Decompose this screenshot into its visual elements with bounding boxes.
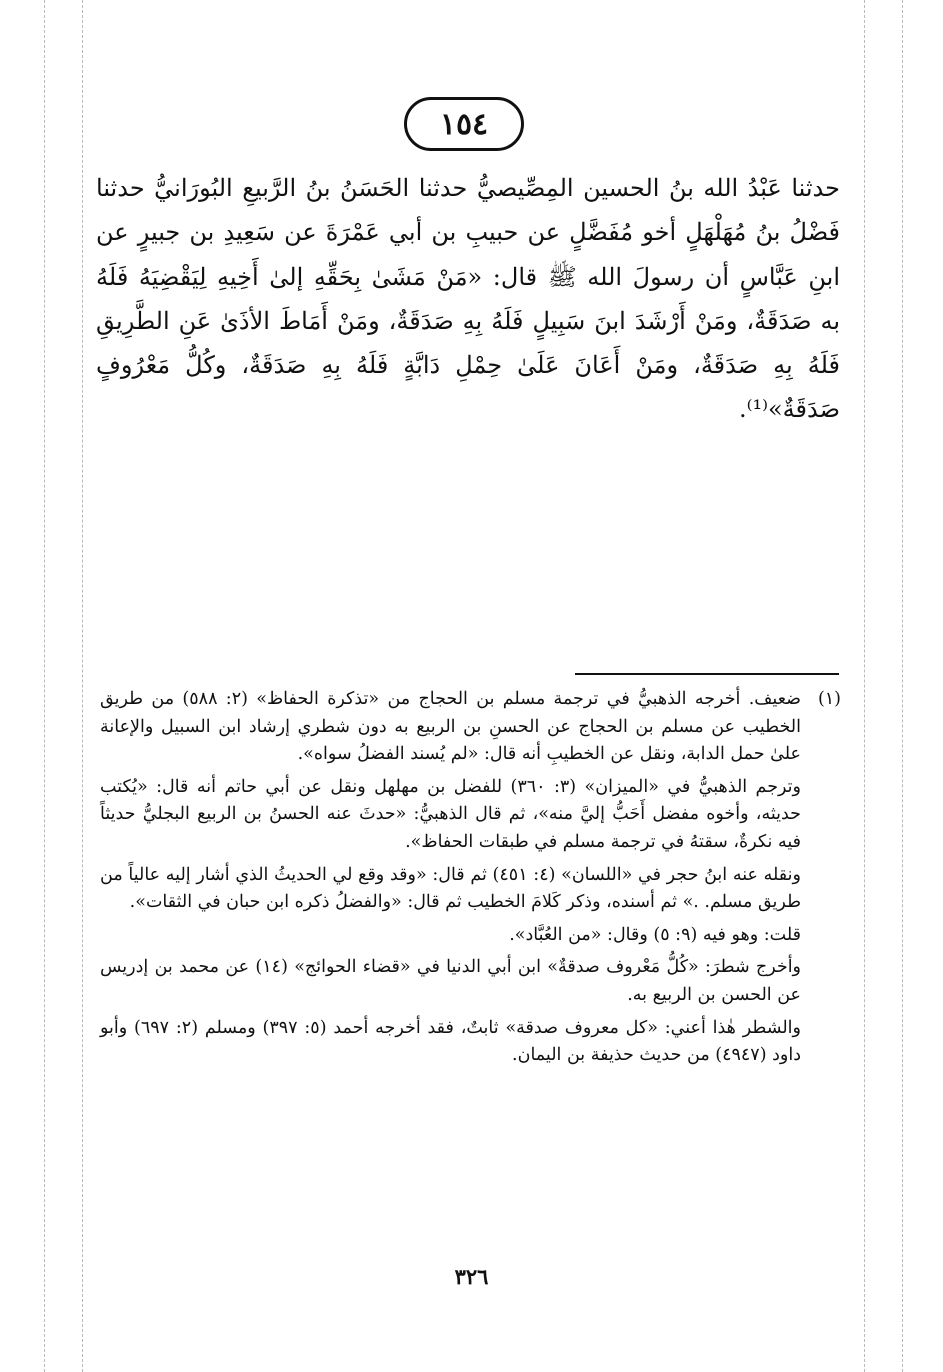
footnote-paragraph xyxy=(100,1015,841,1070)
footnote-divider xyxy=(575,673,839,675)
footnote-paragraph xyxy=(100,954,841,1009)
footnote-text: ضعيف. أخرجه الذهبيُّ في ترجمة مسلم بن الحجاج من «تذكرة الحفاظ» (٢: ٥٨٨) من طريق الخطيب عن مسلم بن الحجاج عن الحسنِ بن الربيع به دون شطري إرشاد ابن السبيل والإعانة علىٰ حمل الدابة، ونقل عن الخطيبِ أنه قال: «لم يُسند الفضلُ سواه». xyxy=(100,689,801,765)
footnote-text: وترجم الذهبيُّ في «الميزان» (٣: ٣٦٠) للفضل بن مهلهل ونقل عن أبي حاتم أنه قال: «يُكتب حديثه، وأخوه مفضل أَحَبُّ إليَّ منه»، ثم قال الذهبيُّ: «حدثَ عنه الحسنُ بن الربيع البجليُّ حديثاً فيه نكرةٌ، سقتهُ في ترجمة مسلم في طبقات الحفاظ». xyxy=(100,776,801,852)
scan-guide-line xyxy=(902,0,903,1372)
footnote-text: والشطر هٰذا أعني: «كل معروف صدقة» ثابتٌ، فقد أخرجه أحمد (٥: ٣٩٧) ومسلم (٢: ٦٩٧) وأبو داود (٤٩٤٧) من حديث حذيفة بن اليمان. xyxy=(100,1017,801,1066)
footnote-text: ونقله عنه ابنُ حجر في «اللسان» (٤: ٤٥١) ثم قال: «وقد وقع لي الحديثُ الذي أشار إليه عالياً من طريق مسلم. .» ثم أسنده، وذكر كَلامَ الخطيب ثم قال: «والفضلُ ذكره ابن حبان في الثقات». xyxy=(100,864,801,913)
footnote-paragraph xyxy=(100,686,841,769)
footnote-text: قلت: وهو فيه (٩: ٥) وقال: «من العُبَّاد». xyxy=(509,924,801,945)
footnote-indent xyxy=(801,922,841,950)
scan-guide-line xyxy=(864,0,865,1372)
footnote-paragraph xyxy=(100,922,841,950)
footnote-indent xyxy=(801,1015,841,1070)
scan-guide-line xyxy=(44,0,45,1372)
hadith-text: حدثنا عَبْدُ الله بنُ الحسين المِصِّيصيُّ حدثنا الحَسَنُ بنُ الرَّبيعِ البُورَانيُّ حدثنا فَضْلُ بنُ مُهَلْهَلٍ أخو مُفَضَّلٍ عن حبيبِ بن أبي عَمْرَةَ عن سَعِيدِ بن جبيرٍ عن ابنِ عَبَّاسٍ أن رسولَ الله ﷺ قال: «مَنْ مَشَىٰ بِحَقِّهِ إلىٰ أَخِيهِ لِيَقْضِيَهُ فَلَهُ به صَدَقَةٌ، ومَنْ أَرْشَدَ ابنَ سَبِيلٍ فَلَهُ بِهِ صَدَقَةٌ، ومَنْ أَمَاطَ الأذَىٰ عَنِ الطَّرِيقِ فَلَهُ بِهِ صَدَقَةٌ، ومَنْ أَعَانَ عَلَىٰ حِمْلِ دَابَّةٍ فَلَهُ بِهِ صَدَقَةٌ، وكُلُّ مَعْرُوفٍ صَدَقَةٌ»⁽¹⁾. xyxy=(96,174,841,424)
footnote-indent xyxy=(801,954,841,1009)
footnote-paragraph xyxy=(100,862,841,917)
footnotes-section xyxy=(100,686,841,1075)
hadith-number-badge xyxy=(404,97,524,151)
page-number: ٣٢٦ xyxy=(454,1264,489,1289)
hadith-number: ١٥٤ xyxy=(439,106,489,142)
footnote-paragraph xyxy=(100,774,841,857)
scan-guide-line xyxy=(82,0,83,1372)
footnote-indent xyxy=(801,862,841,917)
footnote-indent xyxy=(801,774,841,857)
footnote-number: (١) xyxy=(817,689,841,709)
footnote-text: وأخرج شطرَ: «كُلُّ مَعْروف صدقةٌ» ابن أبي الدنيا في «قضاء الحوائج» (١٤) عن محمد بن إدريس عن الحسن بن الربيع به. xyxy=(100,957,802,1005)
